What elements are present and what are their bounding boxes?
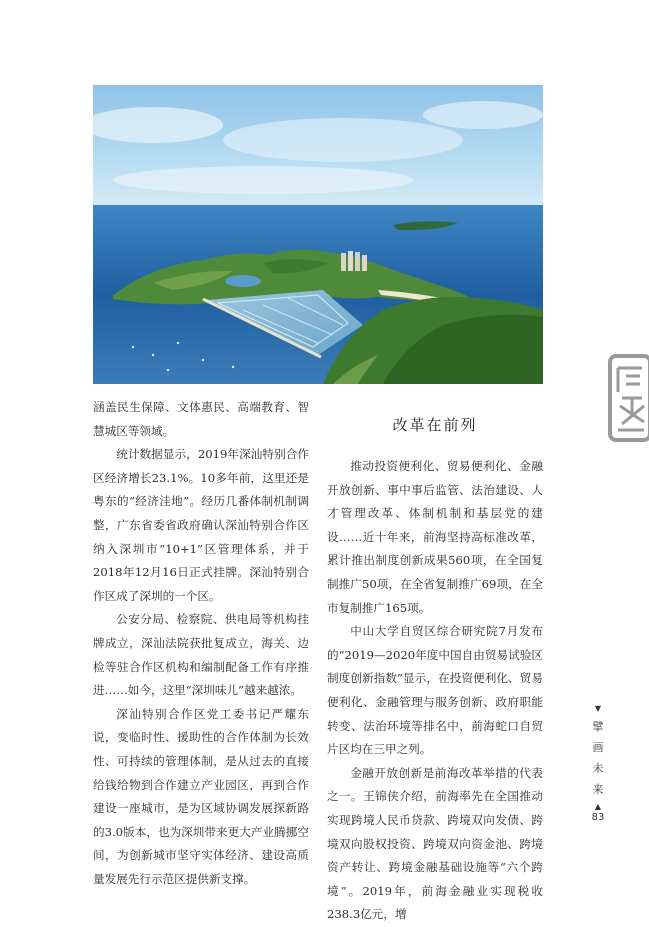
page-number: 83 [591,812,605,823]
side-label-char: 擘 [592,720,604,733]
aerial-island-photo [93,85,543,384]
left-paragraph-2: 统计数据显示，2019年深汕特别合作区经济增长23.1%。10多年前，这里还是粤东的“经济洼地”。经历几番体制机制调整，广东省委省政府确认深汕特别合作区纳入深圳市“10+1”区管理体系，并于2018年12月16日正式挂牌。深汕特别合作区成了深圳的一个区。 [93,447,309,603]
left-text-column [93,396,309,891]
right-paragraph-2: 中山大学自贸区综合研究院7月发布的“2019—2020年度中国自由贸易试验区制度创新指数”显示，在投资便利化、贸易便利化、金融管理与服务创新、政府职能转变、法治环境等排名中，前海蛇口自贸片区均在三甲之列。 [327,624,543,757]
triangle-down-icon: ▼ [594,704,602,713]
left-paragraph-1: 涵盖民生保障、文体惠民、高端教育、智慧城区等领域。 [93,400,309,438]
right-paragraph-1: 推动投资便利化、贸易便利化、金融开放创新、事中事后监管、法治建设、人才管理改革、体制机制和基层党的建设……近十年来，前海坚持高标准改革，累计推出制度创新成果560项，在全国复制推广50项，在全省复制推广69项，在全市复制推广165项。 [327,459,543,615]
left-paragraph-4: 深汕特别合作区党工委书记严耀东说，变临时性、援助性的合作体制为长效性、可持续的管理体制，是从过去的直接给钱给物到合作建立产业园区，再到合作建设一座城市，是为区域协调发展探新路的3.0版本，也为深圳带来更大产业腾挪空间，为创新城市坚守实体经济、建设高质量发展先行示范区提供新支撑。 [93,706,309,886]
right-paragraph-3: 金融开放创新是前海改革举措的代表之一。王锦侠介绍，前海率先在全国推动实现跨境人民币贷款、跨境双向发债、跨境双向股权投资、跨境双向资金池、跨境资产转让、跨境金融基础设施等“六个跨境”。2019年，前海金融业实现税收238.3亿元，增 [327,765,543,922]
triangle-up-icon: ▲ [594,802,602,811]
side-label-char: 画 [592,741,604,754]
side-label-char: 未 [592,762,604,775]
seal-stamp-icon [604,352,649,444]
section-side-label [588,702,608,814]
section-heading: 改革在前列 [392,416,478,434]
left-paragraph-3: 公安分局、检察院、供电局等机构挂牌成立，深汕法院获批复成立，海关、边检等驻合作区机构和编制配备工作有序推进……如今，这里“深圳味儿”越来越浓。 [93,612,309,698]
right-text-column [327,455,543,927]
side-label-char: 来 [592,783,604,796]
